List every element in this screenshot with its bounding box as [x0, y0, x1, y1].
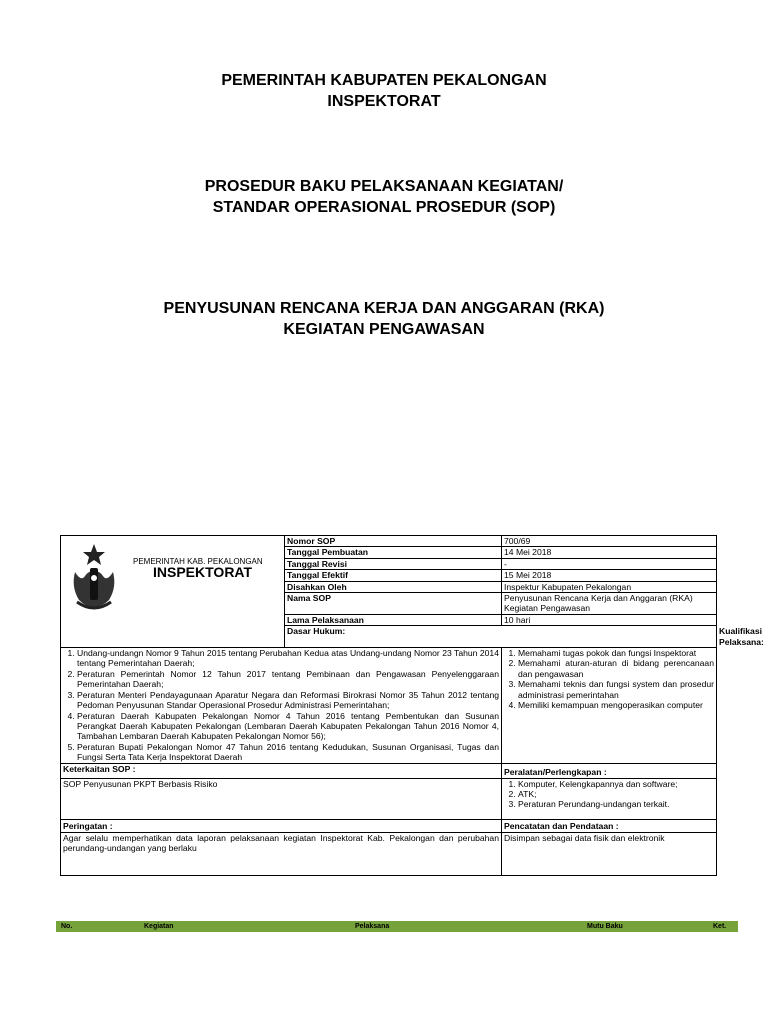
value-tanggal-pembuatan: 14 Mei 2018	[502, 547, 717, 558]
sop-identity-table: PEMERINTAH KAB. PEKALONGAN INSPEKTORAT Nomor SOP 700/69 Tanggal Pembuatan 14 Mei 2018 Tanggal Revisi - Tanggal Efektif 15 Mei 2018 Disahkan Oleh Inspektur Kabupaten Pekalongan Nama SOP Penyusunan Rencana Kerja dan Anggaran (RKA) Kegiatan Pengawasan Lama Pelaksanaan 10 hari Dasar Hukum: Kualifikasi Pelaksana: 1. Undang-undangn Nomor 9 Tahun 2015 tentang Perubahan Kedua atas Undang-undang Nomor 23 Tahun 2014 tentang Pemerintahan Daerah; 2. Peraturan Pemerintah Nomor 12 Tahun 2017 tentang Pembinaan dan Pengawasan Penyelenggaraan Pemerintahan Daerah; 3. Peraturan Menteri Pendayagunaan Aparatur Negara dan Reformasi Birokrasi Nomor 35 Tahun 2012 tentang Pedoman Penyusunan Standar Operasional Prosedur Administrasi Pemerintahan; 4. Peraturan Daerah Kabupaten Pekalongan Nomor 4 Tahun 2016 tentang Pembentukan dan Susunan Perangkat Daerah Kabupaten Pekalongan (Lembaran Daerah Kabupaten Pekalongan Tahun 2016 Nomor 4, Tambahan Lembaran Daerah Kabupaten Pekalongan Nomor 56); 5. Peraturan Bupati Pekalongan Nomor 47 Tahun 2016 tentang Kedudukan, Susunan Organisasi, Tugas dan Fungsi Serta Tata Kerja Inspektorat Daerah 1. Memahami tugas pokok dan fungsi Inspektorat 2. Memahami aturan-aturan di bidang perencanaan dan pengawasan 3. Memahami teknis dan fungsi system dan prosedur administrasi pemerintahan 4. Memiliki kemampuan mengoperasikan computer Keterkaitan SOP : Peralatan/Perlengkapan : SOP Penyusunan PKPT Berbasis Risiko 1. Komputer, Kelengkapannya dan software; 2. ATK; 3. Peraturan Perundang-undangan terkait. Peringatan : Pencatatan dan Pendataan : Agar selalu memperhatikan data laporan pelaksanaan kegiatan Inspektorat Kab. Pekalongan dan perubahan perundang-undangan yang berlaku Disimpan sebagai data fisik dan elektronik	[60, 535, 717, 876]
value-nomor-sop: 700/69	[502, 536, 717, 547]
value-disahkan-oleh: Inspektur Kabupaten Pekalongan	[502, 581, 717, 592]
kualifikasi-cell	[502, 648, 717, 763]
label-disahkan-oleh: Disahkan Oleh	[285, 581, 502, 592]
label-lama-pelaksanaan: Lama Pelaksanaan	[285, 614, 502, 625]
label-nama-sop: Nama SOP	[285, 593, 502, 615]
list-item: 3. Peraturan Perundang-undangan terkait.	[518, 799, 714, 809]
value-nama-sop: Penyusunan Rencana Kerja dan Anggaran (RKA) Kegiatan Pengawasan	[502, 593, 717, 615]
value-tanggal-efektif: 15 Mei 2018	[502, 570, 717, 581]
list-item: 5. Peraturan Bupati Pekalongan Nomor 47 Tahun 2016 tentang Kedudukan, Susunan Organisasi, Tugas dan Fungsi Serta Tata Kerja Inspektorat Daerah	[77, 742, 499, 763]
col-kegiatan: Kegiatan	[144, 923, 174, 930]
list-item: 2. Memahami aturan-aturan di bidang perencanaan dan pengawasan	[518, 658, 714, 679]
government-name: PEMERINTAH KABUPATEN PEKALONGAN	[221, 72, 547, 89]
org-name-small: PEMERINTAH KAB. PEKALONGAN	[133, 557, 263, 566]
peralatan-cell	[502, 778, 717, 819]
kualifikasi-list	[504, 648, 714, 710]
value-lama-pelaksanaan: 10 hari	[502, 614, 717, 625]
list-item: 1. Komputer, Kelengkapannya dan software;	[518, 779, 714, 789]
dasar-hukum-list	[63, 648, 499, 762]
peralatan-list	[504, 779, 714, 810]
label-tanggal-revisi: Tanggal Revisi	[285, 558, 502, 569]
list-item: 1. Undang-undangn Nomor 9 Tahun 2015 tentang Perubahan Kedua atas Undang-undang Nomor 23 Tahun 2014 tentang Pemerintahan Daerah;	[77, 648, 499, 669]
peralatan-heading: Peralatan/Perlengkapan :	[502, 763, 717, 778]
peringatan-heading: Peringatan :	[61, 819, 502, 832]
value-tanggal-revisi: -	[502, 558, 717, 569]
col-no: No.	[61, 923, 73, 930]
col-ket: Ket.	[713, 923, 727, 930]
pencatatan-heading: Pencatatan dan Pendataan :	[502, 819, 717, 832]
label-tanggal-pembuatan: Tanggal Pembuatan	[285, 547, 502, 558]
list-item: 2. ATK;	[518, 789, 714, 799]
agency-name: INSPEKTORAT	[327, 93, 441, 110]
regency-emblem-icon	[69, 542, 119, 612]
logo-cell	[61, 536, 285, 648]
col-pelaksana: Pelaksana	[355, 923, 390, 930]
flow-table-header	[56, 921, 738, 932]
keterkaitan-heading: Keterkaitan SOP :	[61, 763, 502, 778]
dasar-hukum-heading: Dasar Hukum:	[285, 626, 717, 648]
label-nomor-sop: Nomor SOP	[285, 536, 502, 547]
list-item: 1. Memahami tugas pokok dan fungsi Inspektorat	[518, 648, 714, 658]
list-item: 3. Peraturan Menteri Pendayagunaan Aparatur Negara dan Reformasi Birokrasi Nomor 35 Tahun 2012 tentang Pedoman Penyusunan Standar Operasional Prosedur Administrasi Pemerintahan;	[77, 690, 499, 711]
list-item: 4. Memiliki kemampuan mengoperasikan computer	[518, 700, 714, 710]
peringatan-value: Agar selalu memperhatikan data laporan pelaksanaan kegiatan Inspektorat Kab. Pekalongan dan perubahan perundang-undangan yang berlaku	[61, 832, 502, 875]
org-name-big: INSPEKTORAT	[153, 564, 253, 580]
list-item: 3. Memahami teknis dan fungsi system dan prosedur administrasi pemerintahan	[518, 679, 714, 700]
keterkaitan-value: SOP Penyusunan PKPT Berbasis Risiko	[61, 778, 502, 819]
label-tanggal-efektif: Tanggal Efektif	[285, 570, 502, 581]
government-header	[0, 70, 768, 112]
sop-title-line2: KEGIATAN PENGAWASAN	[283, 321, 485, 338]
dasar-hukum-cell	[61, 648, 502, 763]
document-type-line2: STANDAR OPERASIONAL PROSEDUR (SOP)	[212, 199, 556, 216]
pencatatan-value: Disimpan sebagai data fisik dan elektronik	[502, 832, 717, 875]
col-mutu-baku: Mutu Baku	[587, 923, 623, 930]
document-type-heading	[0, 176, 768, 218]
list-item: 4. Peraturan Daerah Kabupaten Pekalongan Nomor 4 Tahun 2016 tentang Pembentukan dan Susunan Perangkat Daerah Kabupaten Pekalongan (Lembaran Daerah Kabupaten Pekalongan Tahun 2016 Nomor 4, Tambahan Lembaran Daerah Kabupaten Pekalongan Nomor 56);	[77, 711, 499, 742]
sop-title-line1: PENYUSUNAN RENCANA KERJA DAN ANGGARAN (RKA)	[163, 300, 605, 317]
sop-title	[0, 298, 768, 340]
list-item: 2. Peraturan Pemerintah Nomor 12 Tahun 2017 tentang Pembinaan dan Pengawasan Penyelenggaraan Pemerintahan Daerah;	[77, 669, 499, 690]
document-type-line1: PROSEDUR BAKU PELAKSANAAN KEGIATAN/	[204, 178, 564, 195]
